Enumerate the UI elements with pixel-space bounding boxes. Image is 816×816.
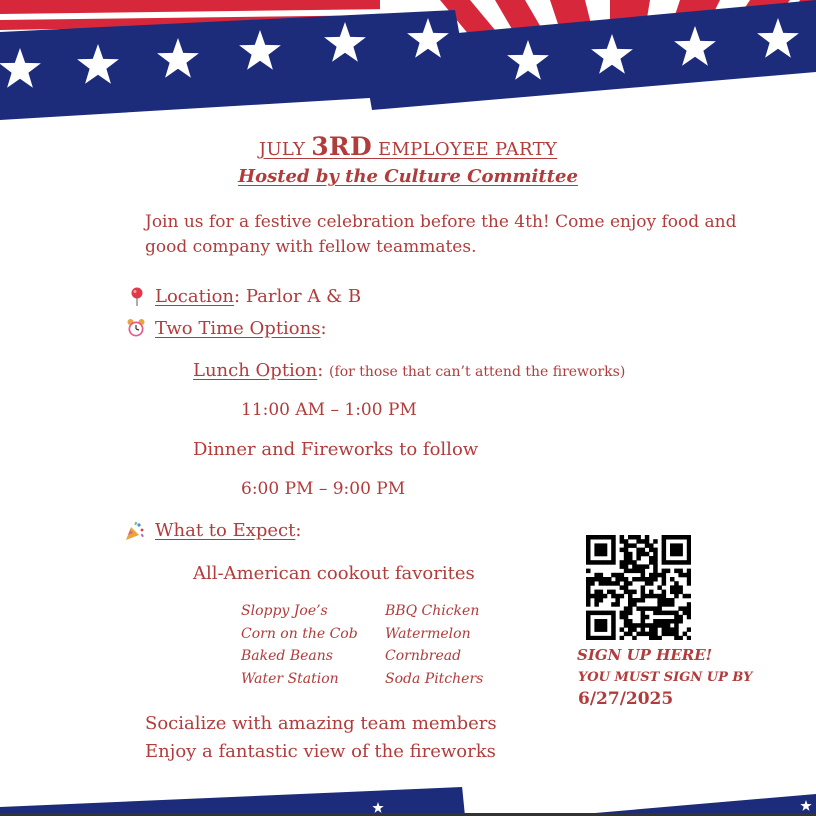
intro-paragraph: Join us for a festive celebration before the 4th! Come enjoy food and good company with fellow teammates.	[145, 212, 737, 257]
event-title	[0, 132, 816, 161]
location-line	[155, 286, 361, 307]
signup-deadline-date: 6/27/2025	[578, 689, 674, 709]
location-value: : Parlor A & B	[234, 286, 362, 307]
lunch-option-note: (for those that can’t attend the fireworks)	[329, 364, 626, 380]
event-subtitle: Hosted by the Culture Committee	[238, 166, 578, 187]
lunch-option-label: Lunch Option	[193, 360, 318, 381]
list-item: Sloppy Joe’s	[241, 603, 328, 619]
round-pushpin-icon	[127, 287, 147, 307]
time-options-line	[155, 318, 327, 339]
what-to-expect-colon: :	[295, 520, 302, 541]
time-options-colon: :	[320, 318, 327, 339]
title-date: 3RD	[311, 132, 372, 161]
dinner-time: 6:00 PM – 9:00 PM	[241, 479, 406, 499]
list-item: Water Station	[241, 670, 339, 687]
location-label: Location	[155, 286, 235, 307]
alarm-clock-icon	[126, 318, 146, 338]
list-item: BBQ Chicken	[385, 603, 480, 619]
qr-code[interactable]	[586, 535, 691, 640]
list-item: Watermelon	[385, 625, 471, 642]
title-text-rest: EMPLOYEE PARTY	[371, 139, 558, 160]
cookout-heading: All-American cookout favorites	[193, 563, 475, 584]
signup-deadline-text: YOU MUST SIGN UP BY	[578, 670, 753, 685]
flag-banner-bottom	[0, 776, 816, 816]
lunch-option-line	[193, 360, 625, 381]
list-item: Soda Pitchers	[385, 670, 484, 687]
food-list-left	[241, 600, 358, 690]
lunch-time: 11:00 AM – 1:00 PM	[241, 400, 417, 420]
what-to-expect-label: What to Expect	[155, 520, 296, 541]
list-item: Corn on the Cob	[241, 625, 358, 642]
flag-banner-top	[0, 0, 816, 130]
party-popper-icon	[125, 521, 145, 541]
food-list-right	[385, 600, 483, 690]
time-options-label: Two Time Options	[155, 318, 321, 339]
title-text: JULY	[258, 139, 312, 160]
list-item: Baked Beans	[241, 648, 333, 664]
lunch-option-colon: :	[317, 360, 324, 381]
what-to-expect-line	[155, 520, 301, 541]
extra-line-fireworks: Enjoy a fantastic view of the fireworks	[145, 741, 496, 762]
dinner-option-line: Dinner and Fireworks to follow	[193, 439, 479, 460]
extra-line-socialize: Socialize with amazing team members	[145, 713, 497, 734]
list-item: Cornbread	[385, 648, 462, 664]
signup-heading: SIGN UP HERE!	[577, 646, 713, 664]
